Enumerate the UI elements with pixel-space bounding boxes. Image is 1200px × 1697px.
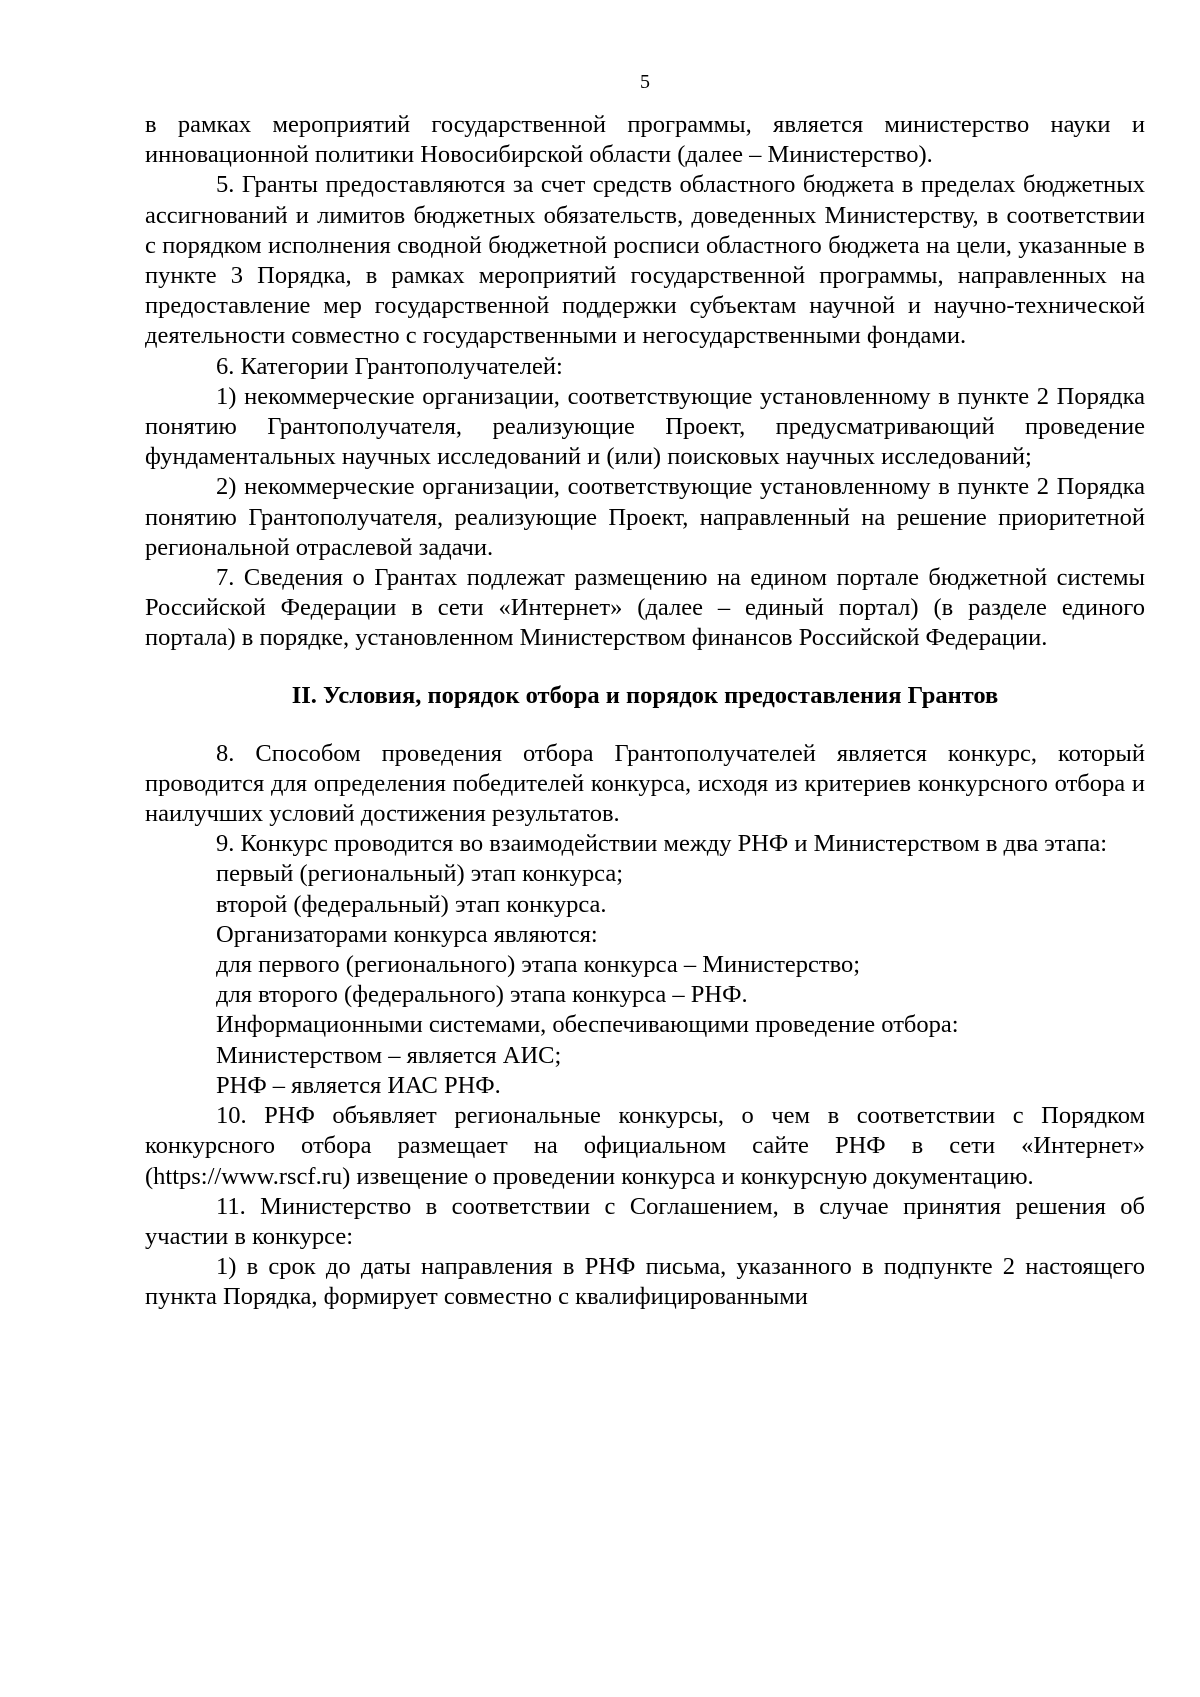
list-line: второй (федеральный) этап конкурса. [216,890,607,918]
list-line: РНФ – является ИАС РНФ. [216,1071,501,1099]
paragraph-item-5: 5. Гранты предоставляются за счет средств областного бюджета в пределах бюджетных ассигнований и лимитов бюджетных обязательств, доведенных Министерству, в соответствии с порядком исполнения сводной бюджетной росписи областного бюджета на цели, указанные в пункте 3 Порядка, в рамках мероприятий государственной программы, направленных на предоставление мер государственной поддержки субъектам научной и научно-технической деятельности совместно с государственными и негосударственными фондами. [145,171,1145,350]
page-number: 5 [640,71,650,93]
section-body-after [145,739,1145,1313]
paragraph: в рамках мероприятий государственной программы, является министерство науки и инновационной политики Новосибирской области (далее – Министерство). [145,111,1145,169]
section-heading: II. Условия, порядок отбора и порядок предоставления Грантов [291,681,999,709]
document-page [145,70,1145,1313]
paragraph-item-6: 6. Категории Грантополучателей: [216,352,563,380]
paragraph-subitem-2: 2) некоммерческие организации, соответствующие установленному в пункте 2 Порядка понятию Грантополучателя, реализующие Проект, направленный на решение приоритетной региональной отраслевой задачи. [145,473,1145,561]
list-line: Информационными системами, обеспечивающими проведение отбора: [216,1011,959,1039]
paragraph-subitem-1: 1) в срок до даты направления в РНФ письма, указанного в подпункте 2 настоящего пункта Порядка, формирует совместно с квалифицированными [145,1253,1145,1311]
list-line: для второго (федерального) этапа конкурса – РНФ. [216,981,748,1009]
list-line: для первого (регионального) этапа конкурса – Министерство; [216,951,861,979]
paragraph-subitem-1: 1) некоммерческие организации, соответствующие установленному в пункте 2 Порядка понятию Грантополучателя, реализующие Проект, предусматривающий проведение фундаментальных научных исследований и (или) поисковых научных исследований; [145,382,1145,471]
list-line: первый (региональный) этап конкурса; [216,860,624,888]
paragraph-item-8: 8. Способом проведения отбора Грантополучателей является конкурс, который проводится для определения победителей конкурса, исходя из критериев конкурсного отбора и наилучших условий достижения результатов. [145,739,1145,828]
list-line: Организаторами конкурса являются: [216,920,598,948]
paragraph-item-9: 9. Конкурс проводится во взаимодействии между РНФ и Министерством в два этапа: [216,830,1108,858]
section-body-before [145,110,1145,654]
paragraph-item-10: 10. РНФ объявляет региональные конкурсы, о чем в соответствии с Порядком конкурсного отбора размещает на официальном сайте РНФ в сети «Интернет» (https://www.rscf.ru) извещение о проведении конкурса и конкурсную документацию. [145,1102,1145,1190]
list-line: Министерством – является АИС; [216,1041,562,1069]
paragraph-item-11: 11. Министерство в соответствии с Соглашением, в случае принятия решения об участии в конкурсе: [145,1192,1145,1250]
paragraph-item-7: 7. Сведения о Грантах подлежат размещению на едином портале бюджетной системы Российской Федерации в сети «Интернет» (далее – единый портал) (в разделе единого портала) в порядке, установленном Министерством финансов Российской Федерации. [145,564,1145,652]
